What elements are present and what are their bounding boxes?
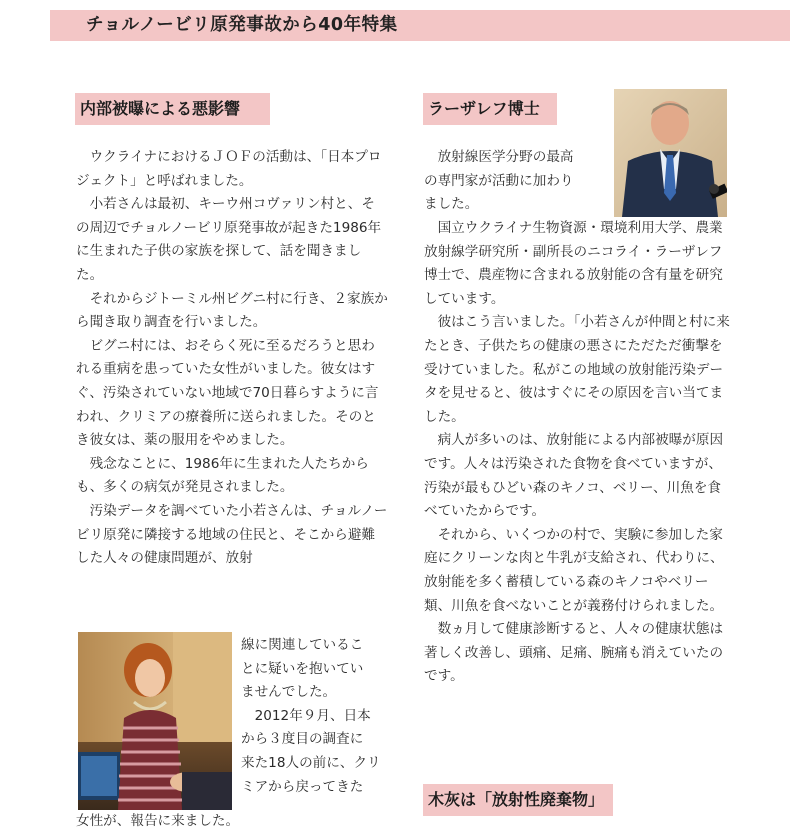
paragraph: 国立ウクライナ生物資源・環境利用大学、農業放射線学研究所・副所長のニコライ・ラーザレフ博士で、農産物に含まれる放射能の含有量を研究しています。: [424, 220, 723, 307]
woman-photo: [78, 632, 232, 810]
paragraph: 数ヵ月して健康診断すると、人々の健康状態は著しく改善し、頭痛、足痛、腕痛も消えていたのです。: [424, 621, 724, 685]
text-line: ミアから戻ってきた: [241, 778, 364, 795]
left-article-body: [76, 146, 388, 571]
paragraph: 汚染データを調べていた小若さんは、チョルノービリ原発に隣接する地域の住民と、そこから避難した人々の健康問題が、放射: [76, 502, 388, 567]
paragraph: ビグニ村には、おそらく死に至るだろうと思われる重病を患っていた女性がいました。彼女はすぐ、汚染されていない地域で70日暮らすように言われ、クリミアの療養所に送られました。そのとき彼女は、薬の服用をやめました。: [76, 337, 379, 449]
paragraph: 小若さんは最初、キーウ州コヴァリン村と、その周辺でチョルノービリ原発事故が起きた1986年に生まれた子供の家族を探して、話を聞きました。: [76, 196, 382, 283]
text-line: 2012年９月、日本: [241, 707, 371, 724]
text-line: 来た18人の前に、クリ: [241, 754, 381, 771]
text-line: ました。: [424, 196, 479, 213]
section-heading-internal-exposure: 内部被曝による悪影響: [75, 93, 270, 125]
paragraph: それからジトーミル州ビグニ村に行き、２家族から聞き取り調査を行いました。: [76, 290, 388, 331]
paragraph: 残念なことに、1986年に生まれた人たちからも、多くの病気が発見されました。: [76, 455, 369, 496]
text-line: 線に関連しているこ: [241, 637, 364, 653]
text-line: ませんでした。: [241, 684, 337, 701]
page-banner-title: チョルノービリ原発事故から40年特集: [50, 10, 790, 41]
text-line: 女性が、報告に来ました。: [76, 813, 240, 829]
text-line: 放射線医学分野の最高: [424, 149, 574, 165]
left-last-line: [76, 810, 388, 834]
text-line: の専門家が活動に加わり: [424, 172, 574, 189]
section-heading-wood-ash: 木灰は「放射性廃棄物」: [423, 784, 613, 816]
text-line: とに疑いを抱いてい: [241, 660, 364, 677]
paragraph: 彼はこう言いました。「小若さんが仲間と村に来たとき、子供たちの健康の悪さにただただ衝撃を受けていました。私がこの地域の放射能汚染データを見せると、彼はすぐにその原因を言い当てました。: [424, 314, 730, 425]
paragraph: ウクライナにおけるＪＯＦの活動は、「日本プロジェクト」と呼ばれました。: [76, 149, 382, 189]
doctor-photo: [614, 89, 727, 217]
paragraph: それから、いくつかの村で、実験に参加した家庭にクリーンな肉と牛乳が支給され、代わりに、放射能を多く蓄積している森のキノコやベリー類、川魚を食べないことが義務付けられました。: [424, 526, 724, 614]
section-heading-lazarev: ラーザレフ博士: [423, 93, 557, 125]
paragraph: 病人が多いのは、放射能による内部被曝が原因です。人々は汚染された食物を食べていますが、汚染が最もひどい森のキノコ、ベリー、川魚を食べていたからです。: [424, 432, 724, 520]
left-wrap-text: [241, 634, 391, 799]
right-wrap-text: [424, 146, 610, 217]
text-line: から３度目の調査に: [241, 731, 364, 748]
right-article-body: [424, 217, 732, 689]
